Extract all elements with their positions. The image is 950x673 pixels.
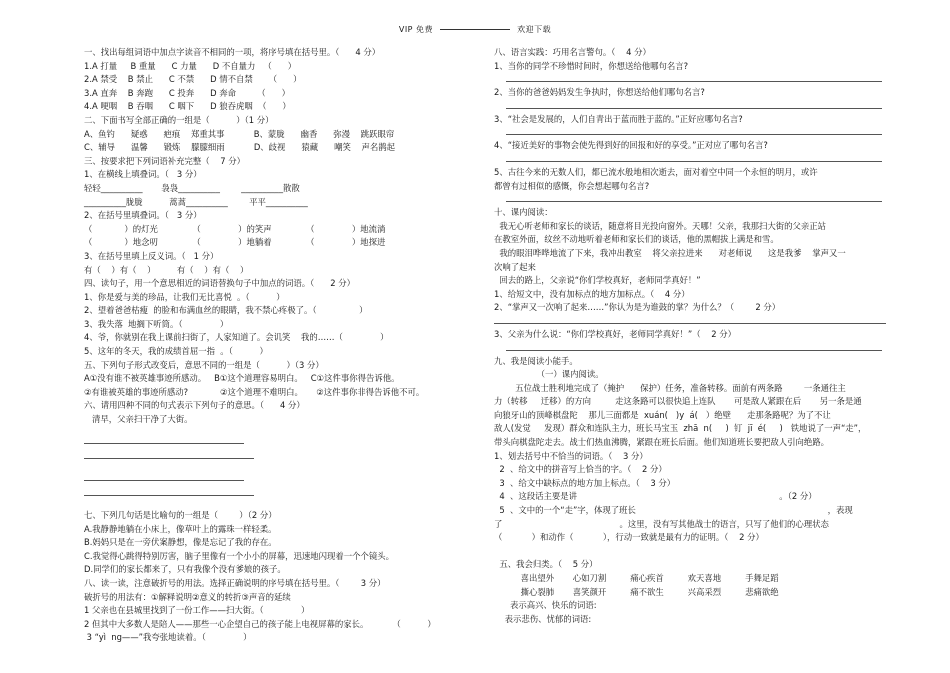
text-line: 1、当你的同学不珍惜时间时，你想送给他哪句名言? [494, 60, 689, 71]
text-line: 回去的路上，父亲说“你们学校真好，老师同学真好！” [494, 275, 701, 286]
text-line: 三、按要求把下列词语补充完整（ 7 分） [84, 155, 246, 166]
right-section-1 [494, 46, 886, 73]
text-line: 五、下列句子形式改变后，意思不同的一组是（ ）（3 分） [84, 359, 324, 370]
text-line: 4、“接近美好的事物会使先得到好的回报和好的享受。”正对应了哪句名言? [494, 140, 768, 151]
text-line: 4.A 哽咽 B 吞咽 C 咽下 D 狼吞虎咽 （ ） [84, 101, 291, 112]
answer-line [506, 193, 882, 202]
text-line: 5 、文中的一个“走”字，体现了班长 ，表现 [494, 505, 853, 516]
text-line: 带头向棋盘陀走去。战士们热血沸腾，紧跟在班长后面。他们知道班长要把敌人引向绝路。 [494, 437, 829, 448]
answer-line [506, 100, 882, 109]
answer-line [84, 433, 244, 444]
text-line: 4、爷，你就别在我上课前扫街了，人家知道了。会讥笑 我的……（ ） [84, 332, 389, 343]
text-line: 表示悲伤、忧郁的词语: [494, 613, 592, 624]
text-line: D.同学们的家长都来了，只有我像个没有爹娘的孩子。 [84, 564, 286, 575]
text-line: B.妈妈只是在一旁伏案静想，像是忘记了我的存在。 [84, 537, 277, 548]
text-line: A①没有谁不被英雄事迹所感动。 B①这个道理容易明白。 C①这件事你得告诉他。 [84, 373, 400, 384]
text-line: 都曾有过相似的感慨，你会想起哪句名言? [494, 180, 650, 191]
text-line: 2、望着爸爸枯瘦 的脸和布满血丝的眼睛，我不禁心疼极了。（ ） [84, 305, 368, 316]
text-line: 向狼牙山的顶峰棋盘陀 那儿三面都是 xuán( )y á( ）绝壁 走那条路呢？为了不让 [494, 409, 831, 420]
text-line: 二、下面书写全部正确的一组是（ ）（1 分） [84, 114, 274, 125]
answer-rules-6b [84, 470, 454, 501]
text-line: A.我静静地躺在小床上，像草叶上的露珠一样轻柔。 [84, 523, 277, 534]
text-line: 五、我会归类。（ 5 分） [494, 559, 598, 570]
text-line: 1、你是爱与美的珍品，让我们无比喜悦 。（ ） [84, 291, 285, 302]
text-line: 八、读一读，注意破折号的用法。选择正确说明的序号填在括号里。（ 3 分） [84, 577, 386, 588]
text-line: 2.A 禁受 B 禁止 C 不禁 D 情不自禁 （ ） [84, 74, 302, 85]
answer-line [84, 470, 244, 481]
text-line: 九、我是阅读小能手。 [494, 355, 578, 366]
right-section-5 [494, 166, 886, 193]
right-section-7 [494, 328, 886, 342]
answer-rules-6 [84, 433, 454, 464]
left-section-a [84, 46, 454, 427]
text-line: 清早，父亲扫干净了大街。 [84, 414, 193, 425]
text-line: （ ）和动作（ ），行动一致就是最有力的证明。（ 2 分） [494, 532, 764, 543]
text-line: 2、当你的爸爸妈妈发生争执时，你想送给他们哪句名言? [494, 87, 705, 98]
answer-line [84, 448, 254, 459]
text-line: 一、找出每组词语中加点字读音不相同的一项，将序号填在括号里。（ 4 分） [84, 47, 381, 57]
text-line: 表示高兴、快乐的词语: [494, 600, 597, 611]
header-right: 欢迎下载 [517, 25, 552, 34]
text-line: C.我觉得心跳得特别厉害，脑子里像有一个小小的屏幕，迅速地闪现着一个个镜头。 [84, 550, 395, 561]
text-line: 撕心裂肺 喜笑颜开 痛不欲生 兴高采烈 悲痛欲绝 [494, 586, 779, 597]
text-line: 1、划去括号中不恰当的词语。（ 3 分） [494, 450, 648, 461]
text-line: 3 、给文中缺标点的地方加上标点。（ 3 分） [494, 477, 676, 488]
text-line: 力（转移 迁移）的方向 走这条路可以很快追上连队 可是敌人紧跟在后 另一条是通 [494, 396, 862, 407]
text-line: 3、“社会是发展的，人们自青出于蓝而胜于蓝的。”正好应哪句名言? [494, 113, 743, 124]
text-line: 有（ ）有（ ） 有（ ）有（ ） [84, 264, 249, 275]
text-line: 次响了起来 [494, 261, 536, 272]
left-section-b [84, 509, 454, 645]
text-line: （一）课内阅读。 [494, 369, 604, 380]
text-line: __________胧胧 蒿蒿__________ 平平__________ [84, 196, 308, 207]
text-line: （ ）的灯光 （ ）的笑声 （ ）地流淌 [84, 223, 386, 234]
right-section-2 [494, 86, 886, 100]
text-line: 我无心听老师和家长的谈话，随意将目光投向窗外。天哪！父亲，我那扫大街的父亲正站 [494, 220, 826, 231]
answer-line [506, 126, 882, 135]
text-line: 2、“掌声又一次响了起来……”你认为是为谁鼓的掌？为什么？（ 2 分） [494, 302, 781, 313]
text-line: 5、古往今来的无数人们，都已流水般地相次逝去，面对着空中同一个永恒的明月，或许 [494, 166, 818, 177]
text-line: 十、课内阅读： [494, 207, 553, 218]
text-line: 4 、这段话主要是讲 。（2 分） [494, 491, 817, 502]
text-line: （ ）地念叨 （ ）地躺着 （ ）地探进 [84, 237, 386, 248]
right-column [494, 46, 886, 626]
text-line: 五位战士胜利地完成了（掩护 保护）任务，准备转移。面前有两条路 一条通往主 [494, 382, 846, 393]
answer-line [506, 342, 882, 351]
text-line: 2 、给文中的拼音写上恰当的字。（ 2 分） [494, 464, 667, 475]
text-line: 1、在横线上填叠词。（ 3 分） [84, 169, 202, 180]
text-line: 八、语言实践：巧用名言警句。（ 4 分） [494, 47, 651, 57]
text-line: 破折号的用法有：①解释说明②意义的转折③声音的延续 [84, 591, 291, 602]
text-line: 3、我失落 地搁下听筒。（ ） [84, 318, 229, 329]
text-line: 在教室外面，纹丝不动地听着老师和家长们的谈话，他的黑帽拔上满是和雪。 [494, 234, 779, 245]
text-line: 1.A 打量 B 重量 C 力量 D 不自量力 （ ） [84, 60, 297, 71]
text-line: 六、请用四种不同的句式表示下列句子的意思。（ 4 分） [84, 400, 305, 411]
header-left: VIP 免费 [398, 25, 434, 34]
right-section-4 [494, 139, 886, 153]
text-line: 我的眼泪哗哗地流了下来，我冲出教室 将父亲拉进来 对老师说 这是我爹 掌声又一 [494, 247, 846, 258]
text-line: 2、在括号里填叠词。（ 3 分） [84, 210, 202, 221]
answer-line [506, 73, 882, 82]
text-line: 轻轻__________ 袅袅__________ __________散散 [84, 182, 300, 193]
text-line: 了 。这里，没有写其他战士的语言，只写了他们的心理状态 [494, 518, 829, 529]
right-section-8 [494, 355, 886, 627]
text-line: 七、下列几句话是比喻句的一组是（ ）（2 分） [84, 510, 277, 520]
text-line: C、辅导 温馨 锻炼 朦朦细雨 D、歧视 猿藏 嘲笑 声名鹊起 [84, 142, 396, 153]
page-header [0, 24, 950, 35]
right-section-3 [494, 113, 886, 127]
answer-line [494, 315, 886, 324]
text-line: 敌人(发觉 发现）群众和连队主力，班长马宝玉 zhā n( ) 钉 jī é( ) 铁地说了一声“走”， [494, 423, 867, 434]
left-column [84, 46, 454, 645]
text-line: 1 父亲也在县城里找到了一份工作——扫大街。（ ） [84, 605, 310, 616]
text-line: 喜出望外 心如刀割 痛心疾首 欢天喜地 手舞足蹈 [494, 573, 779, 583]
header-separator [440, 29, 510, 30]
right-section-6 [494, 206, 886, 315]
text-line: 3、在括号里填上反义词。（ 1 分） [84, 250, 219, 261]
text-line: 四、读句子，用一个意思相近的词语替换句子中加点的词语。（ 2 分） [84, 278, 356, 289]
answer-line [84, 485, 254, 496]
text-line: 5、这年的冬天，我的成绩首屈一指 。（ ） [84, 346, 268, 357]
text-line: 1、给短文中，没有加标点的地方加标点。（ 4 分） [494, 288, 690, 299]
text-line: 3、父亲为什么说：“你们学校真好，老师同学真好！”（ 2 分） [494, 328, 737, 339]
text-line: ②有谁被英雄的事迹所感动? ②这个道理不难明白。 ②这件事你非得告诉他不可。 [84, 386, 425, 397]
text-line: 3 “yì ng——”我夸张地读着。（ ） [84, 632, 252, 643]
text-line [494, 545, 886, 559]
text-line: 3.A 直奔 B 奔跑 C 投奔 D 奔命 （ ） [84, 87, 291, 98]
text-line: 2 但其中大多数人是陪人——那些一心企望自己的孩子能上电视屏幕的家长。 （ ） [84, 618, 436, 629]
answer-line [506, 153, 882, 162]
text-line: A、鱼钓 疑惑 疤痕 郑重其事 B、蒙胧 幽香 弥漫 跳跃眼帘 [84, 128, 395, 139]
